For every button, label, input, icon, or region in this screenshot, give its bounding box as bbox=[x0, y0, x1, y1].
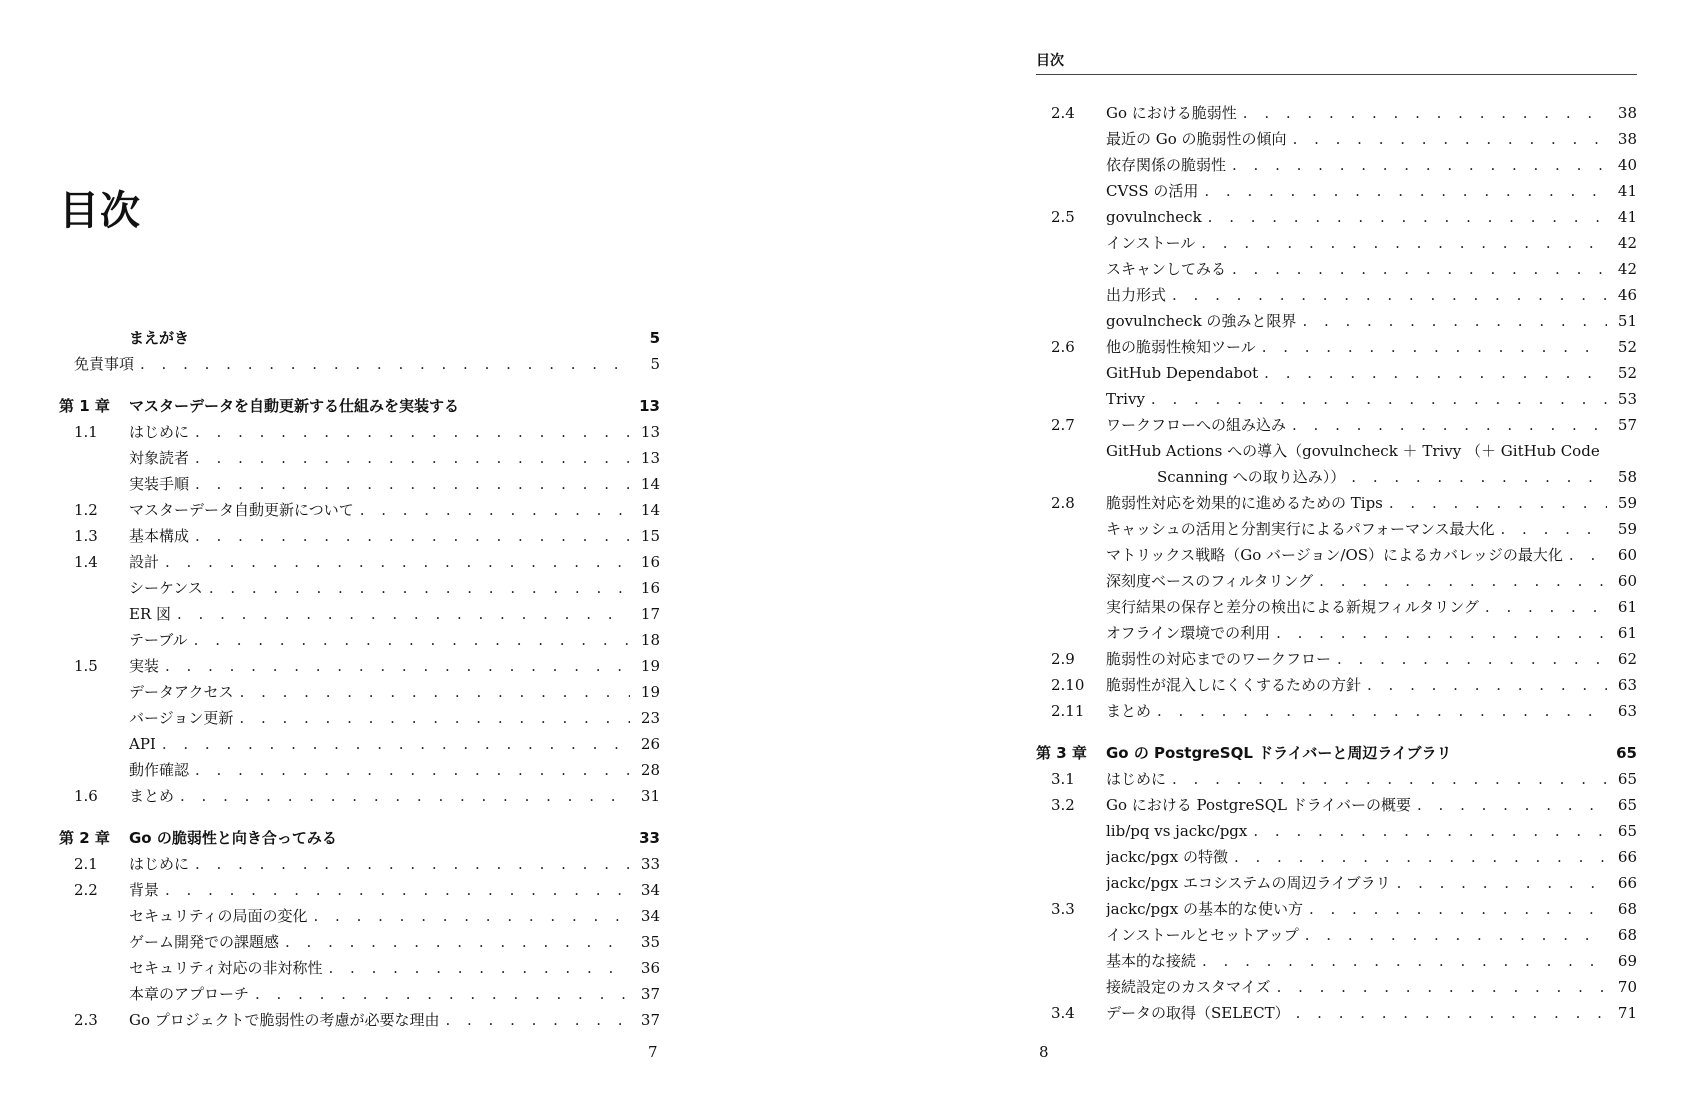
toc-entry-title: インストールとセットアップ bbox=[1106, 926, 1299, 944]
dot-leader bbox=[285, 929, 630, 955]
toc-entry-page: 59 bbox=[1617, 520, 1637, 538]
toc-entry-title: 脆弱性の対応までのワークフロー bbox=[1106, 650, 1332, 668]
toc-entry-page: 52 bbox=[1617, 364, 1637, 382]
toc-entry-page: 28 bbox=[640, 761, 660, 779]
dot-leader bbox=[1397, 870, 1607, 896]
dot-leader bbox=[329, 955, 630, 981]
dot-leader bbox=[1337, 646, 1607, 672]
toc-entry[interactable] bbox=[59, 731, 660, 757]
toc-entry-number: 第 1 章 bbox=[59, 397, 110, 415]
toc-entry[interactable] bbox=[1036, 672, 1637, 698]
toc-entry-title: Trivy bbox=[1106, 390, 1145, 408]
dot-leader bbox=[239, 705, 630, 731]
toc-entry-page: 13 bbox=[640, 449, 660, 467]
toc-entry-page: 15 bbox=[640, 527, 660, 545]
dot-leader bbox=[1201, 230, 1607, 256]
toc-entry[interactable] bbox=[59, 549, 660, 575]
dot-leader bbox=[165, 877, 630, 903]
toc-entry-title: シーケンス bbox=[129, 579, 203, 597]
toc-entry-title: 基本的な接続 bbox=[1106, 952, 1197, 970]
toc-entry-number: 1.5 bbox=[74, 657, 98, 675]
toc-entry-page: 38 bbox=[1617, 104, 1637, 122]
toc-entry-number: 2.8 bbox=[1051, 494, 1075, 512]
toc-entry-page: 23 bbox=[640, 709, 660, 727]
dot-leader bbox=[1305, 922, 1607, 948]
toc-entry-number: 2.3 bbox=[74, 1011, 98, 1029]
toc-entry[interactable] bbox=[1036, 490, 1637, 516]
toc-entry[interactable] bbox=[59, 955, 660, 981]
toc-entry-number: 2.6 bbox=[1051, 338, 1075, 356]
toc-entry-title: 最近の Go の脆弱性の傾向 bbox=[1106, 130, 1287, 148]
toc-entry-title: ゲーム開発での課題感 bbox=[129, 933, 280, 951]
toc-entry[interactable] bbox=[59, 903, 660, 929]
toc-entry-number: 第 3 章 bbox=[1036, 744, 1087, 762]
toc-entry[interactable] bbox=[59, 419, 660, 445]
toc-entry-title: はじめに bbox=[129, 423, 190, 441]
dot-leader bbox=[1309, 896, 1607, 922]
toc-entry-title: 動作確認 bbox=[129, 761, 190, 779]
dot-leader bbox=[1151, 386, 1607, 412]
toc-entry-page: 65 bbox=[1616, 744, 1637, 762]
dot-leader bbox=[194, 627, 630, 653]
toc-entry-title: Go プロジェクトで脆弱性の考慮が必要な理由 bbox=[129, 1011, 440, 1029]
dot-leader bbox=[1293, 126, 1607, 152]
dot-leader bbox=[314, 903, 630, 929]
toc-entry[interactable] bbox=[1036, 818, 1637, 844]
dot-leader bbox=[445, 1007, 630, 1033]
dot-leader bbox=[162, 731, 630, 757]
toc-entry-title: バージョン更新 bbox=[129, 709, 234, 727]
toc-entry[interactable] bbox=[1036, 412, 1637, 438]
toc-entry-page: 66 bbox=[1617, 848, 1637, 866]
toc-entry-page: 26 bbox=[640, 735, 660, 753]
toc-entry-title: 実装手順 bbox=[129, 475, 190, 493]
dot-leader bbox=[180, 783, 630, 809]
dot-leader bbox=[1243, 100, 1607, 126]
toc-entry-page: 33 bbox=[640, 855, 660, 873]
dot-leader bbox=[1208, 204, 1607, 230]
toc-entry-page: 19 bbox=[640, 657, 660, 675]
dot-leader bbox=[165, 653, 630, 679]
dot-leader bbox=[1234, 844, 1607, 870]
toc-entry-page: 66 bbox=[1617, 874, 1637, 892]
toc-entry[interactable] bbox=[59, 783, 660, 809]
dot-leader bbox=[1302, 308, 1607, 334]
toc-entry-page: 17 bbox=[640, 605, 660, 623]
toc-entry-title-line: GitHub Actions への導入（govulncheck ＋ Trivy （＋ GitHub Code bbox=[1106, 442, 1600, 460]
toc-entry-title: ワークフローへの組み込み bbox=[1106, 416, 1287, 434]
toc-entry[interactable] bbox=[59, 445, 660, 471]
toc-entry-title: ER 図 bbox=[129, 605, 172, 623]
toc-entry[interactable] bbox=[1036, 152, 1637, 178]
toc-entry-title: 依存関係の脆弱性 bbox=[1106, 156, 1227, 174]
toc-entry-page: 36 bbox=[640, 959, 660, 977]
toc-entry-title: まえがき bbox=[129, 329, 190, 347]
dot-leader bbox=[195, 445, 630, 471]
toc-entry[interactable] bbox=[1036, 256, 1637, 282]
dot-leader bbox=[1253, 818, 1607, 844]
dot-leader bbox=[1232, 256, 1607, 282]
toc-entry-title: jackc/pgx の基本的な使い方 bbox=[1106, 900, 1303, 918]
toc-list-right bbox=[1036, 100, 1637, 1026]
toc-entry[interactable] bbox=[59, 981, 660, 1007]
toc-entry-title: まとめ bbox=[129, 787, 175, 805]
dot-leader bbox=[1569, 542, 1607, 568]
dot-leader bbox=[1367, 672, 1607, 698]
toc-entry-number: 3.2 bbox=[1051, 796, 1075, 814]
toc-entry-number: 3.1 bbox=[1051, 770, 1075, 788]
toc-entry-number: 2.7 bbox=[1051, 416, 1075, 434]
toc-entry-title: マトリックス戦略（Go バージョン/OS）によるカバレッジの最大化 bbox=[1106, 546, 1563, 564]
toc-entry[interactable] bbox=[1036, 282, 1637, 308]
dot-leader bbox=[177, 601, 630, 627]
dot-leader bbox=[1276, 620, 1607, 646]
toc-entry[interactable] bbox=[1036, 308, 1637, 334]
toc-entry-page: 35 bbox=[640, 933, 660, 951]
toc-entry-page: 42 bbox=[1617, 234, 1637, 252]
toc-entry-page: 68 bbox=[1617, 900, 1637, 918]
toc-entry[interactable] bbox=[59, 705, 660, 731]
toc-entry[interactable] bbox=[59, 471, 660, 497]
toc-entry-title: はじめに bbox=[1106, 770, 1167, 788]
toc-entry-page: 71 bbox=[1617, 1004, 1637, 1022]
running-header bbox=[1036, 50, 1637, 75]
dot-leader bbox=[1262, 334, 1607, 360]
toc-entry-title: セキュリティ対応の非対称性 bbox=[129, 959, 323, 977]
toc-entry[interactable] bbox=[1036, 230, 1637, 256]
dot-leader bbox=[1485, 594, 1607, 620]
toc-entry-title: Go の脆弱性と向き合ってみる bbox=[129, 829, 337, 847]
toc-entry-number: 2.1 bbox=[74, 855, 98, 873]
page-title: 目次 bbox=[59, 188, 141, 234]
toc-entry-title: 深刻度ベースのフィルタリング bbox=[1106, 572, 1314, 590]
toc-entry[interactable] bbox=[1036, 438, 1637, 490]
toc-entry-title: 背景 bbox=[129, 881, 160, 899]
toc-entry-page: 57 bbox=[1617, 416, 1637, 434]
toc-entry-page: 41 bbox=[1617, 208, 1637, 226]
toc-entry-page: 60 bbox=[1617, 572, 1637, 590]
toc-entry-page: 61 bbox=[1617, 598, 1637, 616]
toc-entry-title: 実装 bbox=[129, 657, 160, 675]
toc-entry[interactable] bbox=[1036, 646, 1637, 672]
dot-leader bbox=[1157, 698, 1607, 724]
toc-entry-number: 第 2 章 bbox=[59, 829, 110, 847]
toc-entry-page: 65 bbox=[1617, 796, 1637, 814]
toc-entry-page: 34 bbox=[640, 907, 660, 925]
toc-entry-title: 免責事項 bbox=[74, 355, 135, 373]
toc-entry-title: 出力形式 bbox=[1106, 286, 1167, 304]
toc-entry-number: 3.3 bbox=[1051, 900, 1075, 918]
toc-entry[interactable] bbox=[1036, 870, 1637, 896]
toc-entry-page: 53 bbox=[1617, 390, 1637, 408]
toc-entry-page: 37 bbox=[640, 985, 660, 1003]
toc-chapter-entry[interactable] bbox=[59, 393, 660, 419]
toc-entry-page: 42 bbox=[1617, 260, 1637, 278]
toc-entry-title: マスターデータ自動更新について bbox=[129, 501, 354, 519]
toc-entry[interactable] bbox=[1036, 896, 1637, 922]
toc-entry-page: 51 bbox=[1617, 312, 1637, 330]
toc-entry-title: 設計 bbox=[129, 553, 160, 571]
toc-entry-page: 13 bbox=[640, 423, 660, 441]
toc-entry-page: 46 bbox=[1617, 286, 1637, 304]
toc-entry[interactable] bbox=[59, 601, 660, 627]
toc-entry[interactable] bbox=[59, 575, 660, 601]
toc-entry-title: jackc/pgx の特徴 bbox=[1106, 848, 1228, 866]
toc-entry-title: Scanning への取り込み）） bbox=[1157, 468, 1346, 486]
toc-entry-number: 1.6 bbox=[74, 787, 98, 805]
toc-entry-title: キャッシュの活用と分割実行によるパフォーマンス最大化 bbox=[1106, 520, 1495, 538]
toc-entry-number: 2.10 bbox=[1051, 676, 1085, 694]
dot-leader bbox=[1417, 792, 1607, 818]
toc-entry-page: 13 bbox=[639, 397, 660, 415]
toc-entry[interactable] bbox=[59, 679, 660, 705]
toc-entry-number: 1.4 bbox=[74, 553, 98, 571]
toc-entry[interactable] bbox=[1036, 386, 1637, 412]
toc-entry-number: 2.2 bbox=[74, 881, 98, 899]
toc-entry-number: 3.4 bbox=[1051, 1004, 1075, 1022]
toc-entry-title: インストール bbox=[1106, 234, 1196, 252]
toc-entry-page: 61 bbox=[1617, 624, 1637, 642]
toc-entry[interactable] bbox=[1036, 948, 1637, 974]
dot-leader bbox=[1172, 766, 1607, 792]
toc-entry[interactable] bbox=[1036, 568, 1637, 594]
toc-entry[interactable] bbox=[59, 757, 660, 783]
toc-entry-page: 18 bbox=[640, 631, 660, 649]
toc-chapter-entry[interactable] bbox=[59, 825, 660, 851]
toc-entry-title: Go における脆弱性 bbox=[1106, 104, 1237, 122]
toc-entry-number: 1.1 bbox=[74, 423, 98, 441]
toc-entry[interactable] bbox=[59, 929, 660, 955]
toc-entry[interactable] bbox=[1036, 360, 1637, 386]
running-header-title: 目次 bbox=[1036, 53, 1064, 69]
dot-leader bbox=[195, 757, 630, 783]
toc-entry-page: 16 bbox=[640, 579, 660, 597]
toc-entry[interactable] bbox=[1036, 334, 1637, 360]
toc-entry[interactable] bbox=[1036, 698, 1637, 724]
toc-entry-page: 5 bbox=[650, 355, 660, 373]
dot-leader bbox=[195, 471, 630, 497]
toc-entry[interactable] bbox=[59, 351, 660, 377]
toc-entry-page: 19 bbox=[640, 683, 660, 701]
toc-entry[interactable] bbox=[59, 1007, 660, 1033]
toc-entry-page: 31 bbox=[640, 787, 660, 805]
toc-entry-title: データアクセス bbox=[129, 683, 234, 701]
toc-chapter-entry[interactable] bbox=[59, 325, 660, 351]
dot-leader bbox=[1351, 464, 1607, 490]
toc-entry-page: 68 bbox=[1617, 926, 1637, 944]
toc-entry[interactable] bbox=[1036, 922, 1637, 948]
dot-leader bbox=[1232, 152, 1607, 178]
toc-entry[interactable] bbox=[59, 877, 660, 903]
toc-entry-title: セキュリティの局面の変化 bbox=[129, 907, 308, 925]
toc-entry-title: オフライン環境での利用 bbox=[1106, 624, 1271, 642]
toc-entry[interactable] bbox=[1036, 516, 1637, 542]
toc-entry-number: 2.9 bbox=[1051, 650, 1075, 668]
toc-entry[interactable] bbox=[59, 627, 660, 653]
toc-entry-title: API bbox=[129, 735, 156, 753]
toc-entry[interactable] bbox=[1036, 542, 1637, 568]
page-number: 8 bbox=[1039, 1043, 1049, 1061]
toc-entry-title: govulncheck bbox=[1106, 208, 1202, 226]
toc-entry-page: 41 bbox=[1617, 182, 1637, 200]
toc-entry[interactable] bbox=[1036, 974, 1637, 1000]
toc-entry[interactable] bbox=[59, 497, 660, 523]
toc-entry-page: 58 bbox=[1617, 468, 1637, 486]
toc-entry-page: 34 bbox=[640, 881, 660, 899]
toc-entry-title: CVSS の活用 bbox=[1106, 182, 1199, 200]
toc-entry-page: 65 bbox=[1617, 822, 1637, 840]
toc-entry[interactable] bbox=[1036, 204, 1637, 230]
dot-leader bbox=[240, 679, 630, 705]
toc-entry-page: 63 bbox=[1617, 702, 1637, 720]
toc-entry[interactable] bbox=[1036, 100, 1637, 126]
dot-leader bbox=[1264, 360, 1607, 386]
toc-entry-page: 5 bbox=[649, 329, 660, 347]
toc-entry-number: 2.4 bbox=[1051, 104, 1075, 122]
toc-entry-page: 16 bbox=[640, 553, 660, 571]
dot-leader bbox=[1204, 178, 1607, 204]
toc-entry-number: 2.11 bbox=[1051, 702, 1085, 720]
dot-leader bbox=[360, 497, 630, 523]
toc-entry-title: 他の脆弱性検知ツール bbox=[1106, 338, 1256, 356]
toc-entry[interactable] bbox=[59, 851, 660, 877]
toc-entry-title: 脆弱性対応を効果的に進めるための Tips bbox=[1106, 494, 1383, 512]
toc-entry-title: GitHub Dependabot bbox=[1106, 364, 1259, 382]
dot-leader bbox=[1202, 948, 1607, 974]
toc-entry[interactable] bbox=[1036, 792, 1637, 818]
toc-entry-title: まとめ bbox=[1106, 702, 1152, 720]
dot-leader bbox=[1277, 974, 1607, 1000]
toc-entry[interactable] bbox=[59, 523, 660, 549]
toc-entry-page: 65 bbox=[1617, 770, 1637, 788]
toc-entry-title: 基本構成 bbox=[129, 527, 190, 545]
toc-entry-page: 52 bbox=[1617, 338, 1637, 356]
toc-entry[interactable] bbox=[1036, 594, 1637, 620]
dot-leader bbox=[1296, 1000, 1607, 1026]
toc-entry-page: 14 bbox=[640, 475, 660, 493]
toc-entry-page: 60 bbox=[1617, 546, 1637, 564]
toc-entry-page: 33 bbox=[639, 829, 660, 847]
dot-leader bbox=[195, 523, 630, 549]
toc-entry[interactable] bbox=[1036, 766, 1637, 792]
toc-entry[interactable] bbox=[1036, 1000, 1637, 1026]
dot-leader bbox=[195, 419, 630, 445]
dot-leader bbox=[165, 549, 630, 575]
toc-entry[interactable] bbox=[1036, 126, 1637, 152]
toc-entry-title: 接続設定のカスタマイズ bbox=[1106, 978, 1271, 996]
toc-entry-number: 1.2 bbox=[74, 501, 98, 519]
dot-leader bbox=[140, 351, 630, 377]
toc-entry-number: 2.5 bbox=[1051, 208, 1075, 226]
toc-entry-page: 62 bbox=[1617, 650, 1637, 668]
toc-entry-title: マスターデータを自動更新する仕組みを実装する bbox=[129, 397, 460, 415]
toc-entry[interactable] bbox=[59, 653, 660, 679]
toc-entry-number: 1.3 bbox=[74, 527, 98, 545]
dot-leader bbox=[1389, 490, 1607, 516]
toc-entry[interactable] bbox=[1036, 178, 1637, 204]
toc-entry-title: govulncheck の強みと限界 bbox=[1106, 312, 1297, 330]
toc-entry-page: 38 bbox=[1617, 130, 1637, 148]
toc-entry-page: 63 bbox=[1617, 676, 1637, 694]
dot-leader bbox=[1319, 568, 1607, 594]
toc-entry[interactable] bbox=[1036, 844, 1637, 870]
dot-leader bbox=[195, 851, 630, 877]
toc-entry-title: データの取得（SELECT） bbox=[1106, 1004, 1290, 1022]
toc-entry-title: jackc/pgx エコシステムの周辺ライブラリ bbox=[1106, 874, 1391, 892]
toc-list-left bbox=[59, 325, 660, 1033]
toc-entry-page: 69 bbox=[1617, 952, 1637, 970]
toc-entry-page: 70 bbox=[1617, 978, 1637, 996]
toc-entry-title: 実行結果の保存と差分の検出による新規フィルタリング bbox=[1106, 598, 1479, 616]
toc-entry-title: テーブル bbox=[129, 631, 188, 649]
toc-entry[interactable] bbox=[1036, 620, 1637, 646]
toc-entry-title: 本章のアプローチ bbox=[129, 985, 250, 1003]
toc-entry-page: 14 bbox=[640, 501, 660, 519]
toc-entry-title: スキャンしてみる bbox=[1106, 260, 1227, 278]
dot-leader bbox=[255, 981, 630, 1007]
toc-entry-title: lib/pq vs jackc/pgx bbox=[1106, 822, 1248, 840]
dot-leader bbox=[1172, 282, 1607, 308]
toc-entry-title: Go の PostgreSQL ドライバーと周辺ライブラリ bbox=[1106, 744, 1452, 762]
page-number: 7 bbox=[648, 1043, 658, 1061]
toc-entry-title: 脆弱性が混入しにくくするための方針 bbox=[1106, 676, 1362, 694]
toc-entry-title: 対象読者 bbox=[129, 449, 190, 467]
toc-entry-page: 40 bbox=[1617, 156, 1637, 174]
toc-entry-page: 59 bbox=[1617, 494, 1637, 512]
dot-leader bbox=[209, 575, 630, 601]
dot-leader bbox=[1501, 516, 1607, 542]
toc-entry-title: はじめに bbox=[129, 855, 190, 873]
dot-leader bbox=[1292, 412, 1607, 438]
toc-chapter-entry[interactable] bbox=[1036, 740, 1637, 766]
toc-entry-title: Go における PostgreSQL ドライバーの概要 bbox=[1106, 796, 1411, 814]
toc-entry-page: 37 bbox=[640, 1011, 660, 1029]
